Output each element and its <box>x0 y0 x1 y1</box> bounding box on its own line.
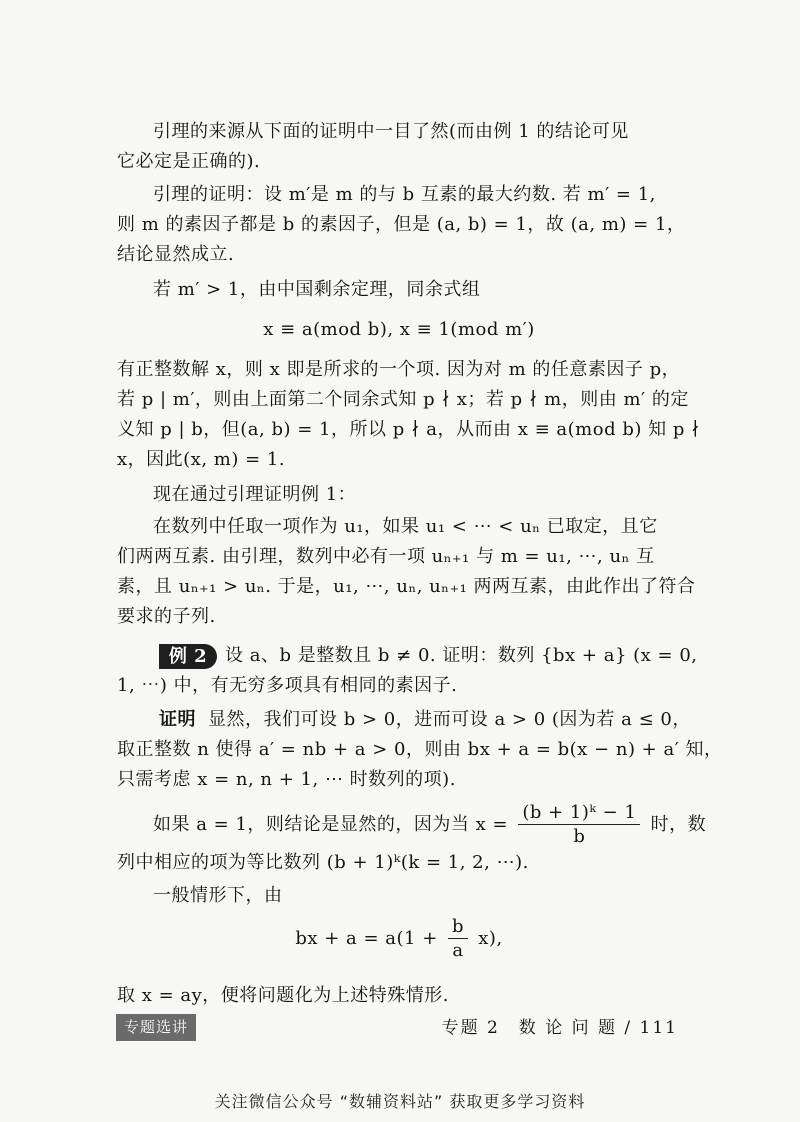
text-line <box>117 802 707 847</box>
text-fragment: 时，数 <box>650 814 707 835</box>
text-line: 则 m 的素因子都是 b 的素因子，但是 (a, b) = 1，故 (a, m) = 1， <box>117 214 686 235</box>
paragraph-crt <box>117 275 681 305</box>
text-line: 在数列中任取一项作为 u₁，如果 u₁ < ⋯ < uₙ 已取定，且它 <box>153 516 658 537</box>
text-fragment: x), <box>478 928 503 949</box>
text-line: 只需考虑 x = n, n + 1, ⋯ 时数列的项). <box>117 769 456 790</box>
text-line: 们两两互素. 由引理，数列中必有一项 uₙ₊₁ 与 m = u₁, ⋯, uₙ 互 <box>117 546 655 567</box>
text-line <box>117 705 691 735</box>
text-line: 素，且 uₙ₊₁ > uₙ. 于是，u₁, ⋯, uₙ, uₙ₊₁ 两两互素，由此作出了符合 <box>117 576 696 597</box>
text-line: 若 m′ > 1，由中国剩余定理，同余式组 <box>153 279 481 300</box>
fraction <box>518 803 640 847</box>
equation-general <box>117 917 681 961</box>
text-line: 若 p | m′，则由上面第二个同余式知 p ∤ x；若 p ∤ m，则由 m′ 的定 <box>117 389 689 410</box>
paragraph-general <box>117 881 681 911</box>
text-line: 1, ⋯) 中，有无穷多项具有相同的素因子. <box>117 675 458 696</box>
fraction <box>448 917 468 961</box>
text-line <box>117 641 698 671</box>
equation-line <box>117 917 681 961</box>
text-line: 有正整数解 x，则 x 即是所求的一个项. 因为对 m 的任意素因子 p， <box>117 359 681 380</box>
text-line: 取 x = ay，便将问题化为上述特殊情形. <box>117 985 450 1006</box>
text-line: 引理的来源从下面的证明中一目了然(而由例 1 的结论可见 <box>153 121 629 142</box>
section-label: 专题选讲 <box>116 1014 196 1041</box>
text-line: 现在通过引理证明例 1： <box>153 484 357 505</box>
equation-congruence <box>117 315 681 345</box>
fraction-denominator: b <box>573 826 586 847</box>
paragraph-case-a1-cont <box>117 848 681 878</box>
text-line: 一般情形下，由 <box>153 885 283 906</box>
text-line: 取正整数 n 使得 a′ = nb + a > 0，则由 bx + a = b(x − n) + a′ 知， <box>117 739 723 760</box>
paragraph-solution <box>117 355 701 475</box>
text-line: 结论显然成立. <box>117 244 235 265</box>
text-line: 要求的子列. <box>117 606 216 627</box>
text-line: x，因此(x, m) = 1. <box>117 449 286 470</box>
proof-label: 证明 <box>159 709 196 730</box>
proof-text: 显然，我们可设 b > 0，进而可设 a > 0 (因为若 a ≤ 0， <box>208 709 691 730</box>
paragraph-lemma-origin <box>117 117 681 177</box>
text-line: 义知 p | b，但(a, b) = 1，所以 p ∤ a，从而由 x ≡ a(mod b) 知 p ∤ <box>117 419 701 440</box>
text-line: 列中相应的项为等比数列 (b + 1)ᵏ(k = 1, 2, ⋯). <box>117 852 529 873</box>
paragraph-conclusion <box>117 981 681 1011</box>
text-line: 引理的证明：设 m′是 m 的与 b 互素的最大约数. 若 m′ = 1, <box>153 184 656 205</box>
example-2 <box>117 641 698 701</box>
fraction-denominator: a <box>452 940 464 961</box>
paragraph-sequence <box>117 512 696 632</box>
paragraph-case-a1 <box>117 802 707 847</box>
text-fragment: bx + a = a(1 + <box>295 928 438 949</box>
page-footer: 专题 2 数 论 问 题 / 111 <box>441 1018 678 1038</box>
fraction-numerator: (b + 1)ᵏ − 1 <box>518 803 640 825</box>
paragraph-intro-example1 <box>117 480 681 510</box>
paragraph-lemma-proof <box>117 180 686 270</box>
text-fragment: 如果 a = 1，则结论是显然的，因为当 x = <box>153 814 509 835</box>
equation-text: x ≡ a(mod b), x ≡ 1(mod m′) <box>263 319 535 340</box>
fraction-numerator: b <box>448 917 468 939</box>
watermark-text: 关注微信公众号 “数辅资料站” 获取更多学习资料 <box>214 1092 586 1111</box>
text-line: 它必定是正确的). <box>117 151 261 172</box>
proof-paragraph <box>117 705 723 795</box>
example-label-badge: 例 2 <box>159 644 217 669</box>
example-statement: 设 a、b 是整数且 b ≠ 0. 证明：数列 {bx + a} (x = 0, <box>225 645 698 666</box>
